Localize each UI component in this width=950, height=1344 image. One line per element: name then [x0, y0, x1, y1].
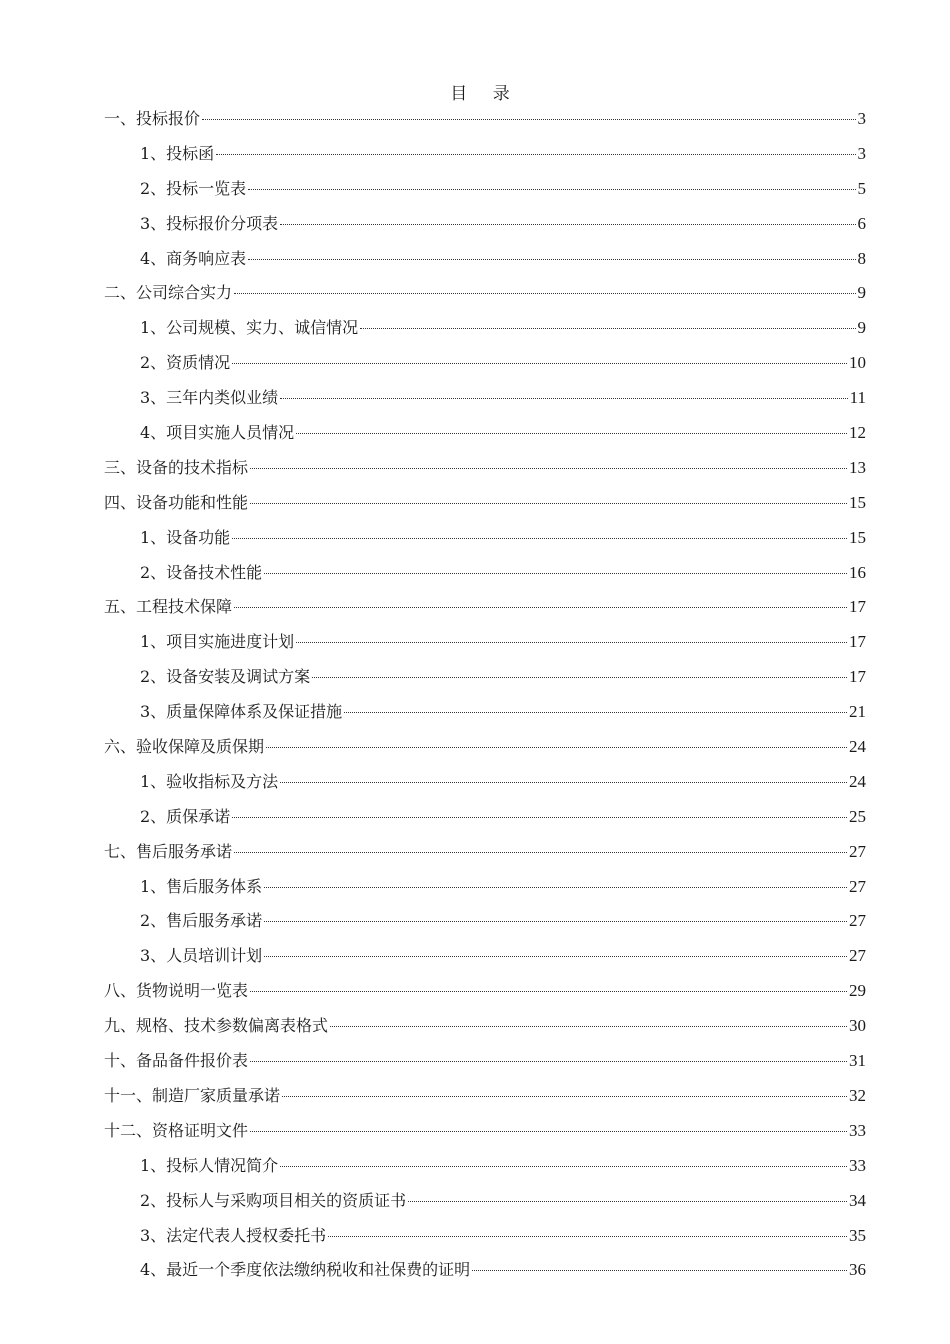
toc-entry-label: 3、三年内类似业绩 [140, 388, 279, 408]
toc-page-number: 35 [849, 1225, 866, 1245]
toc-entry-label: 六、验收保障及质保期 [104, 737, 265, 757]
toc-subsection-entry[interactable] [104, 381, 866, 416]
toc-page-number: 21 [849, 702, 866, 722]
toc-entry-label: 2、设备安装及调试方案 [140, 667, 311, 687]
toc-dot-leader [472, 1270, 847, 1271]
toc-page-number: 31 [849, 1051, 866, 1071]
toc-page-number: 33 [849, 1120, 866, 1140]
toc-entry-label: 1、公司规模、实力、诚信情况 [140, 318, 359, 338]
toc-page-number: 12 [849, 423, 866, 443]
toc-entry-label: 四、设备功能和性能 [104, 492, 249, 512]
toc-page-number: 5 [857, 178, 866, 198]
toc-dot-leader [280, 1166, 847, 1167]
toc-section-entry[interactable] [104, 102, 866, 137]
toc-dot-leader [250, 1061, 847, 1062]
toc-subsection-entry[interactable] [104, 1184, 866, 1219]
toc-entry-label: 3、投标报价分项表 [140, 213, 279, 233]
toc-page-number: 27 [849, 841, 866, 861]
toc-entry-label: 1、验收指标及方法 [140, 771, 279, 791]
toc-section-entry[interactable] [104, 1009, 866, 1044]
toc-section-entry[interactable] [104, 276, 866, 311]
toc-page-number: 3 [857, 143, 866, 163]
toc-subsection-entry[interactable] [104, 242, 866, 277]
toc-dot-leader [282, 1096, 847, 1097]
toc-page-number: 16 [849, 562, 866, 582]
toc-subsection-entry[interactable] [104, 1253, 866, 1288]
toc-entry-label: 九、规格、技术参数偏离表格式 [104, 1016, 329, 1036]
toc-page-number: 34 [849, 1190, 866, 1210]
toc-page-number: 15 [849, 492, 866, 512]
toc-entry-label: 4、商务响应表 [140, 248, 247, 268]
toc-section-entry[interactable] [104, 1114, 866, 1149]
toc-page-number: 27 [849, 876, 866, 896]
toc-entry-label: 2、设备技术性能 [140, 562, 263, 582]
toc-subsection-entry[interactable] [104, 765, 866, 800]
toc-dot-leader [234, 852, 847, 853]
toc-dot-leader [296, 642, 847, 643]
toc-entry-label: 2、投标一览表 [140, 178, 247, 198]
toc-entry-label: 1、投标函 [140, 143, 215, 163]
toc-page-number: 13 [849, 457, 866, 477]
toc-subsection-entry[interactable] [104, 800, 866, 835]
toc-subsection-entry[interactable] [104, 1219, 866, 1254]
toc-page-number: 15 [849, 527, 866, 547]
toc-entry-label: 3、质量保障体系及保证措施 [140, 702, 343, 722]
toc-entry-label: 三、设备的技术指标 [104, 457, 249, 477]
toc-page-number: 25 [849, 806, 866, 826]
toc-dot-leader [250, 1131, 847, 1132]
toc-dot-leader [248, 259, 855, 260]
toc-section-entry[interactable] [104, 1079, 866, 1114]
toc-entry-label: 1、项目实施进度计划 [140, 632, 295, 652]
toc-page-number: 9 [857, 283, 866, 303]
toc-page-number: 32 [849, 1085, 866, 1105]
toc-dot-leader [264, 573, 847, 574]
toc-entry-label: 2、资质情况 [140, 353, 231, 373]
toc-entry-label: 十一、制造厂家质量承诺 [104, 1085, 281, 1105]
toc-page-number: 17 [849, 597, 866, 617]
toc-subsection-entry[interactable] [104, 207, 866, 242]
toc-section-entry[interactable] [104, 974, 866, 1009]
toc-subsection-entry[interactable] [104, 939, 866, 974]
toc-dot-leader [266, 747, 847, 748]
toc-dot-leader [250, 503, 847, 504]
toc-entry-label: 2、质保承诺 [140, 806, 231, 826]
toc-entry-label: 1、售后服务体系 [140, 876, 263, 896]
toc-subsection-entry[interactable] [104, 695, 866, 730]
toc-section-entry[interactable] [104, 451, 866, 486]
toc-dot-leader [360, 328, 855, 329]
toc-subsection-entry[interactable] [104, 904, 866, 939]
toc-section-entry[interactable] [104, 1044, 866, 1079]
toc-entry-label: 2、投标人与采购项目相关的资质证书 [140, 1190, 407, 1210]
toc-page-number: 33 [849, 1155, 866, 1175]
toc-dot-leader [202, 119, 855, 120]
toc-subsection-entry[interactable] [104, 172, 866, 207]
toc-dot-leader [248, 189, 855, 190]
toc-page-number: 17 [849, 667, 866, 687]
toc-dot-leader [280, 224, 855, 225]
toc-page-number: 29 [849, 981, 866, 1001]
toc-entry-label: 2、售后服务承诺 [140, 911, 263, 931]
toc-page-number: 3 [857, 109, 866, 128]
toc-dot-leader [280, 782, 847, 783]
toc-subsection-entry[interactable] [104, 625, 866, 660]
toc-dot-leader [234, 607, 847, 608]
toc-entry-label: 十二、资格证明文件 [104, 1120, 249, 1140]
toc-page-number: 6 [857, 213, 866, 233]
toc-subsection-entry[interactable] [104, 346, 866, 381]
toc-dot-leader [264, 921, 847, 922]
toc-entry-label: 一、投标报价 [104, 109, 201, 128]
toc-dot-leader [344, 712, 847, 713]
toc-subsection-entry[interactable] [104, 416, 866, 451]
toc-subsection-entry[interactable] [104, 137, 866, 172]
toc-subsection-entry[interactable] [104, 521, 866, 556]
toc-entry-label: 二、公司综合实力 [104, 283, 233, 303]
toc-page-number: 36 [849, 1260, 866, 1280]
toc-entry-label: 3、人员培训计划 [140, 946, 263, 966]
toc-dot-leader [232, 363, 847, 364]
toc-entry-label: 4、最近一个季度依法缴纳税收和社保费的证明 [140, 1260, 471, 1280]
toc-entry-label: 4、项目实施人员情况 [140, 423, 295, 443]
toc-page-number: 9 [857, 318, 866, 338]
toc-dot-leader [280, 398, 847, 399]
toc-title: 目 录 [450, 84, 520, 104]
toc-page-number: 27 [849, 946, 866, 966]
toc-dot-leader [250, 991, 847, 992]
toc-entry-label: 五、工程技术保障 [104, 597, 233, 617]
toc-dot-leader [232, 817, 847, 818]
toc-entry-label: 1、投标人情况简介 [140, 1155, 279, 1175]
toc-section-entry[interactable] [104, 730, 866, 765]
toc-page-number: 30 [849, 1016, 866, 1036]
toc-entry-label: 七、售后服务承诺 [104, 841, 233, 861]
toc-dot-leader [264, 887, 847, 888]
toc-subsection-entry[interactable] [104, 870, 866, 905]
table-of-contents [104, 102, 866, 1288]
toc-entry-label: 八、货物说明一览表 [104, 981, 249, 1001]
toc-page-number: 24 [849, 771, 866, 791]
toc-subsection-entry[interactable] [104, 1149, 866, 1184]
toc-subsection-entry[interactable] [104, 660, 866, 695]
toc-page-number: 8 [857, 248, 866, 268]
toc-page-number: 27 [849, 911, 866, 931]
toc-section-entry[interactable] [104, 835, 866, 870]
toc-entry-label: 十、备品备件报价表 [104, 1051, 249, 1071]
toc-subsection-entry[interactable] [104, 311, 866, 346]
toc-dot-leader [408, 1201, 847, 1202]
toc-dot-leader [232, 538, 847, 539]
toc-section-entry[interactable] [104, 486, 866, 521]
toc-section-entry[interactable] [104, 590, 866, 625]
toc-page-number: 10 [849, 353, 866, 373]
toc-dot-leader [216, 154, 855, 155]
toc-dot-leader [250, 468, 847, 469]
toc-entry-label: 3、法定代表人授权委托书 [140, 1225, 327, 1245]
toc-dot-leader [234, 293, 855, 294]
toc-page-number: 11 [849, 388, 866, 408]
toc-subsection-entry[interactable] [104, 556, 866, 591]
toc-dot-leader [312, 677, 847, 678]
toc-dot-leader [264, 956, 847, 957]
toc-page-number: 17 [849, 632, 866, 652]
toc-dot-leader [330, 1026, 847, 1027]
toc-page-number: 24 [849, 737, 866, 757]
toc-dot-leader [328, 1236, 847, 1237]
toc-entry-label: 1、设备功能 [140, 527, 231, 547]
toc-dot-leader [296, 433, 847, 434]
